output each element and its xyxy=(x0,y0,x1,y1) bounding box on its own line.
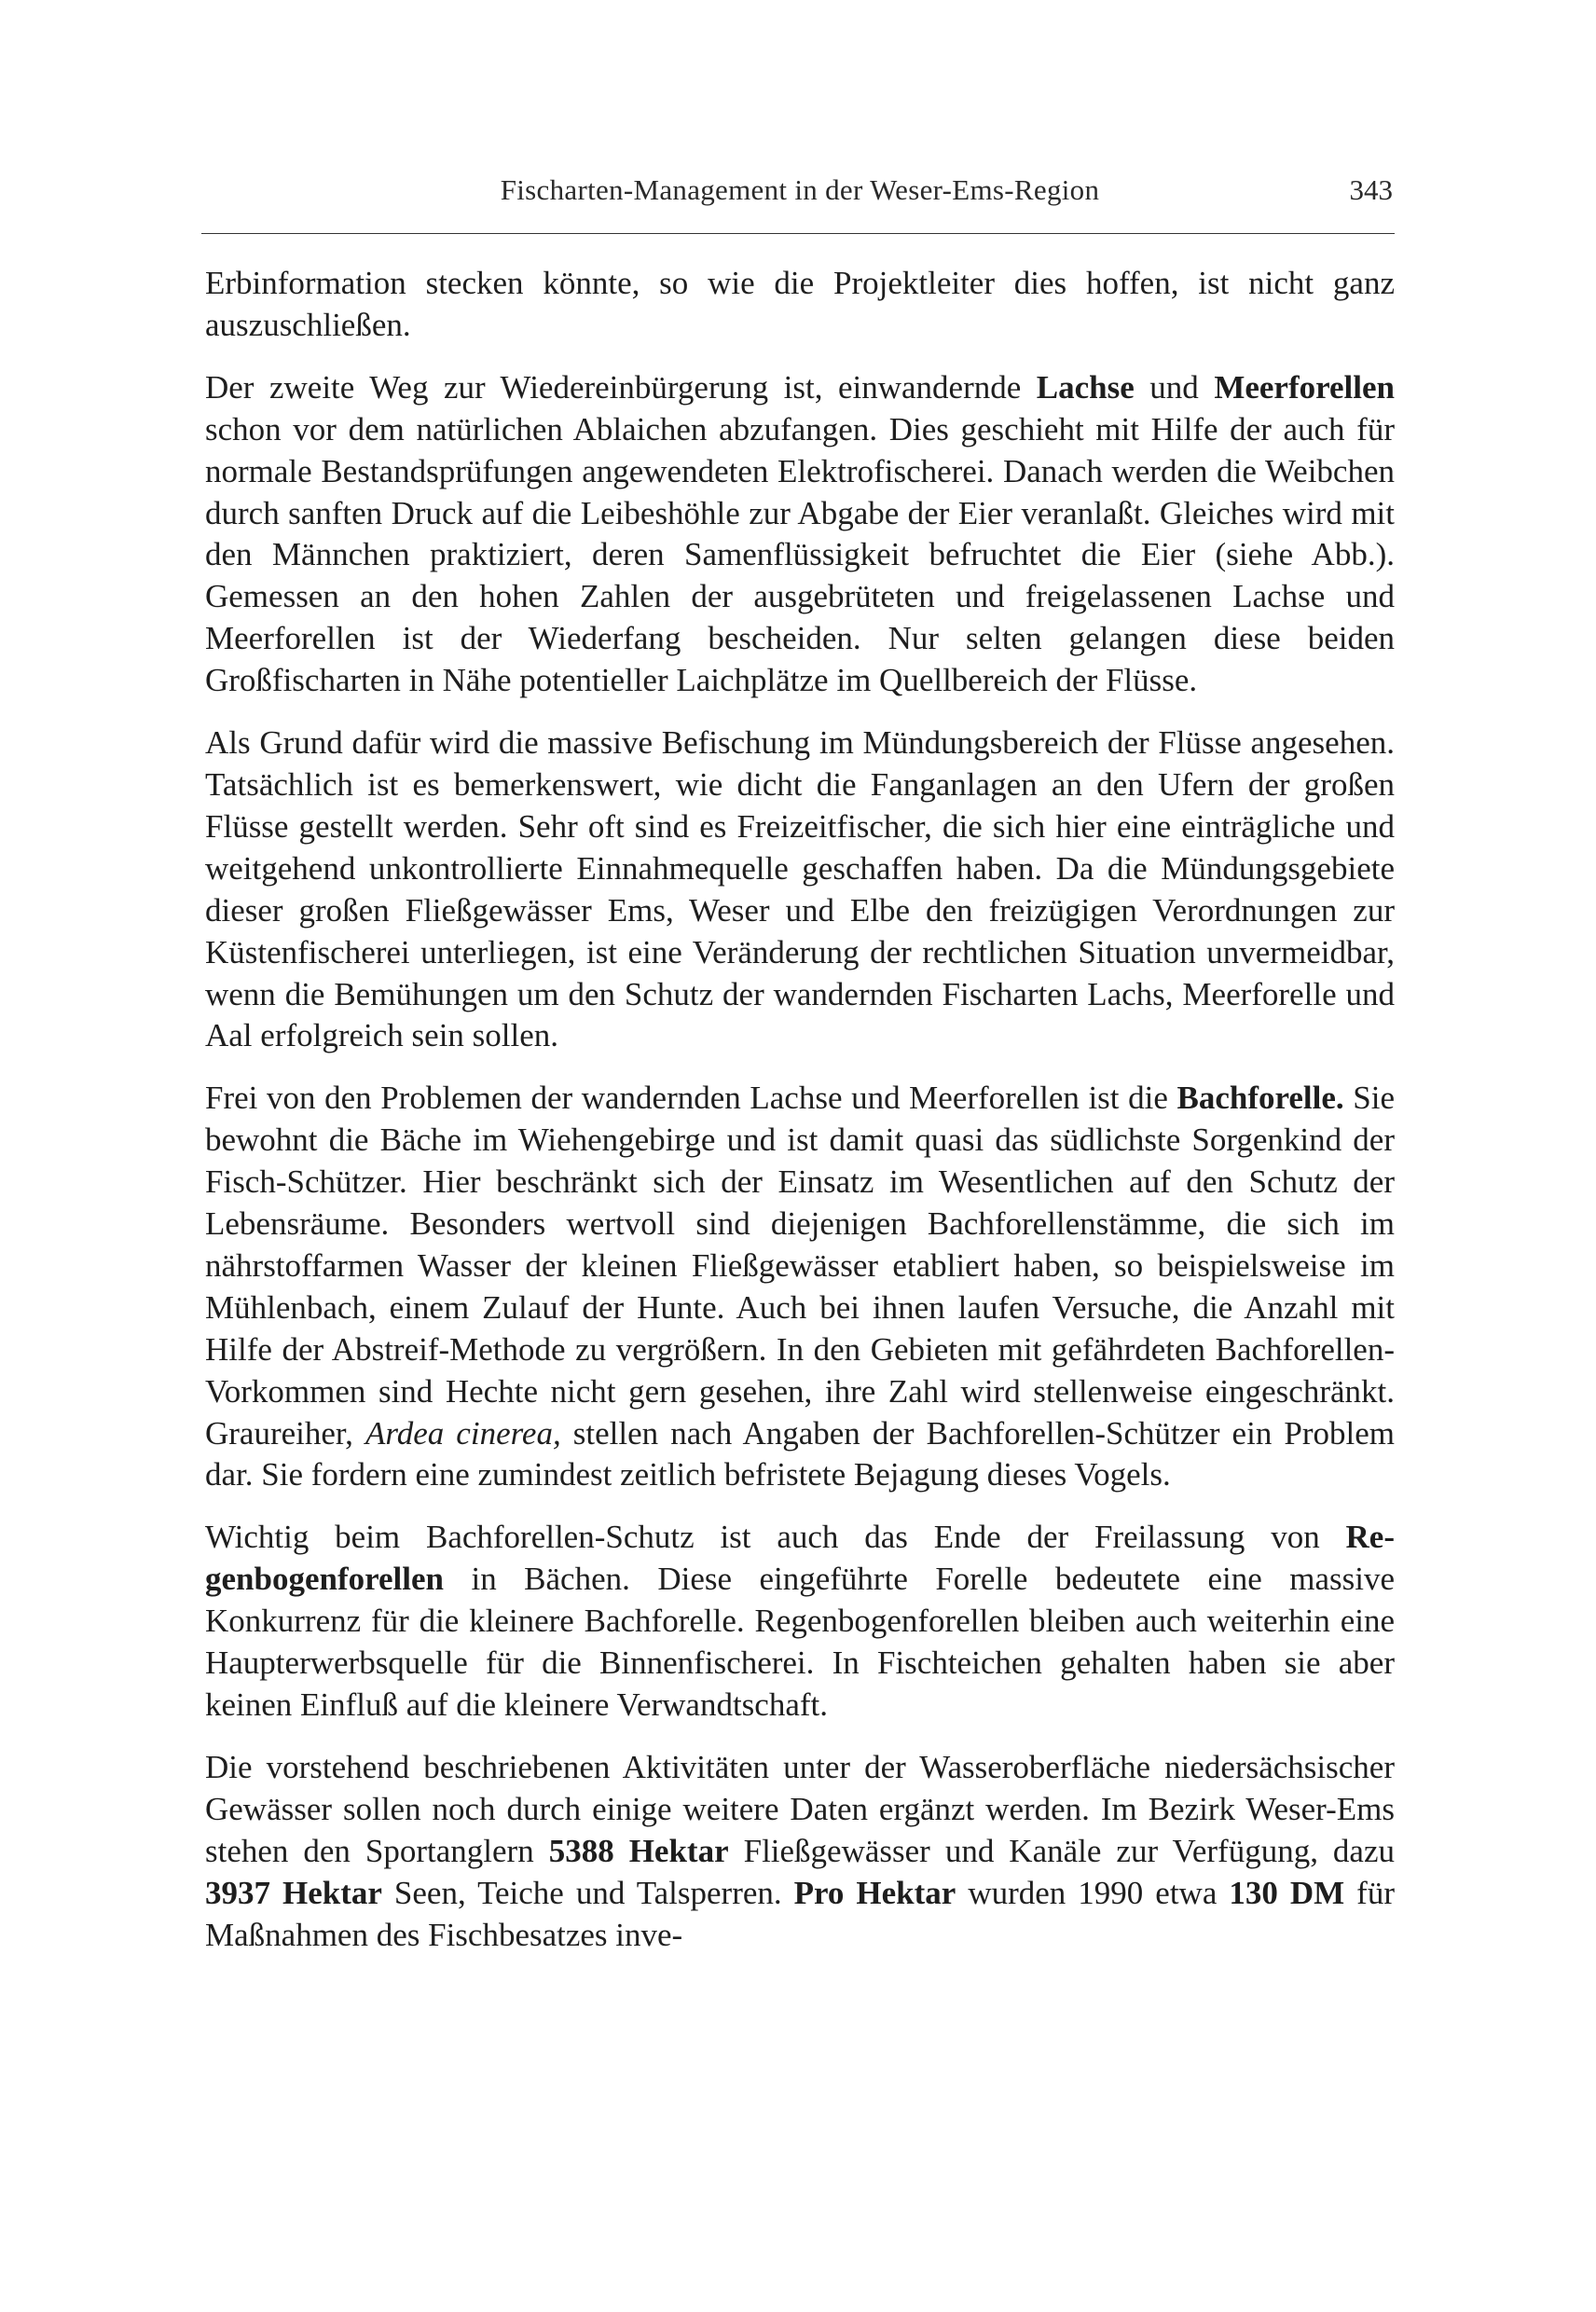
text-run: Der zweite Weg zur Wiedereinbürgerung ist, einwandernde xyxy=(205,368,1037,406)
text-run: Seen, Teiche und Talsperren. xyxy=(381,1874,794,1911)
body-text xyxy=(205,263,1395,1976)
text-run: schon vor dem natürlichen Ablaichen abzufangen. Dies geschieht mit Hilfe der auch für normale Bestandsprüfungen angewendeten Elektrofischerei. Danach werden die Weibchen durch sanften Druck auf die Leibeshöhle zur Abgabe der Eier veranlaßt. Gleiches wird mit den Männchen praktiziert, deren Samenflüssigkeit befruchtet die Eier (siehe Abb.). Gemessen an den hohen Zahlen der ausgebrüteten und freigelassenen Lachse und Meerforellen ist der Wiederfang bescheiden. Nur selten gelangen diese beiden Großfischarten in Nähe potentieller Laichplätze im Quellbereich der Flüsse. xyxy=(205,410,1395,699)
bold-term: Pro Hektar xyxy=(793,1874,956,1911)
running-header xyxy=(207,173,1393,226)
paragraph xyxy=(205,1078,1395,1496)
paragraph xyxy=(205,263,1395,347)
text-run: Die vorstehend beschriebenen Aktivitäten unter der Wasseroberfläche niedersächsischer Gewässer sollen noch durch einige weitere Daten ergänzt werden. Im Bezirk Weser-Ems stehen den Sportanglern xyxy=(205,1748,1395,1869)
bold-term: 130 DM xyxy=(1229,1874,1345,1911)
text-run: in Bächen. Diese eingeführte Forelle bedeutete eine massive Konkurrenz für die kleinere Bachforelle. Regenbogenforellen bleiben auch weiterhin eine Haupterwerbsquelle für die Binnenfischerei. In Fischteichen gehalten haben sie aber keinen Einfluß auf die kleinere Verwandtschaft. xyxy=(205,1561,1395,1723)
text-run: und xyxy=(1134,368,1215,406)
text-run: Frei von den Problemen der wandernden Lachse und Meerforellen ist die xyxy=(205,1080,1177,1117)
bold-term: 5388 Hektar xyxy=(548,1832,729,1869)
text-run: für Maßnahmen des Fischbesatzes inve- xyxy=(205,1874,1395,1953)
paragraph xyxy=(205,1517,1395,1727)
italic-term: Ardea cinerea, xyxy=(365,1414,561,1452)
text-run: Fließgewässer und Kanäle zur Verfügung, dazu xyxy=(728,1832,1395,1869)
paragraph xyxy=(205,367,1395,702)
text-run: Erbinformation stecken könnte, so wie die Projektleiter dies hoffen, ist nicht ganz auszuschließen. xyxy=(205,265,1395,343)
paragraph xyxy=(205,1747,1395,1957)
text-run: wurden 1990 etwa xyxy=(956,1874,1230,1911)
bold-term: Regenbogenforellen xyxy=(205,1519,1395,1598)
page-number: 343 xyxy=(1349,173,1393,206)
bold-term: Lachse xyxy=(1036,368,1135,406)
header-rule xyxy=(201,233,1395,234)
text-run: Sie bewohnt die Bäche im Wiehengebirge und ist damit quasi das südlichste Sorgenkind der Fisch-Schützer. Hier beschränkt sich der Einsatz im Wesentlichen auf den Schutz der Lebensräume. Besonders wertvoll sind diejenigen Bachforellenstämme, die sich im nährstoffarmen Wasser der kleinen Fließgewässer etabliert haben, so beispielsweise im Mühlenbach, einem Zulauf der Hunte. Auch bei ihnen laufen Versuche, die Anzahl mit Hilfe der Abstreif-Methode zu vergrößern. In den Gebieten mit gefährdeten Bachforellen-Vorkommen sind Hechte nicht gern gesehen, ihre Zahl wird stellenweise eingeschränkt. Graureiher, xyxy=(205,1080,1395,1452)
running-header-title: Fischarten-Management in der Weser-Ems-Region xyxy=(500,173,1100,206)
text-run: Als Grund dafür wird die massive Befischung im Mündungsbereich der Flüsse angesehen. Tatsächlich ist es bemerkenswert, wie dicht die Fanganlagen an den Ufern der großen Flüsse gestellt werden. Sehr oft sind es Freizeitfischer, die sich hier eine einträgliche und weitgehend unkontrollierte Einnahmequelle geschaffen haben. Da die Mündungsgebiete dieser großen Fließgewässer Ems, Weser und Elbe den freizügigen Verordnungen zur Küstenfischerei unterliegen, ist eine Veränderung der rechtlichen Situation unvermeidbar, wenn die Bemühungen um den Schutz der wandernden Fischarten Lachs, Meerforelle und Aal erfolgreich sein sollen. xyxy=(205,724,1395,1054)
bold-term: Meerforellen xyxy=(1214,368,1396,406)
text-run: Wichtig beim Bachforellen-Schutz ist auch das Ende der Freilassung von xyxy=(205,1519,1346,1556)
bold-term: Bachforelle. xyxy=(1176,1080,1344,1117)
bold-term: 3937 Hektar xyxy=(205,1874,382,1911)
text-run: stellen nach Angaben der Bachforellen-Schützer ein Problem dar. Sie fordern eine zumindest zeitlich befristete Bejagung dieses Vogels. xyxy=(205,1414,1395,1493)
paragraph xyxy=(205,722,1395,1057)
